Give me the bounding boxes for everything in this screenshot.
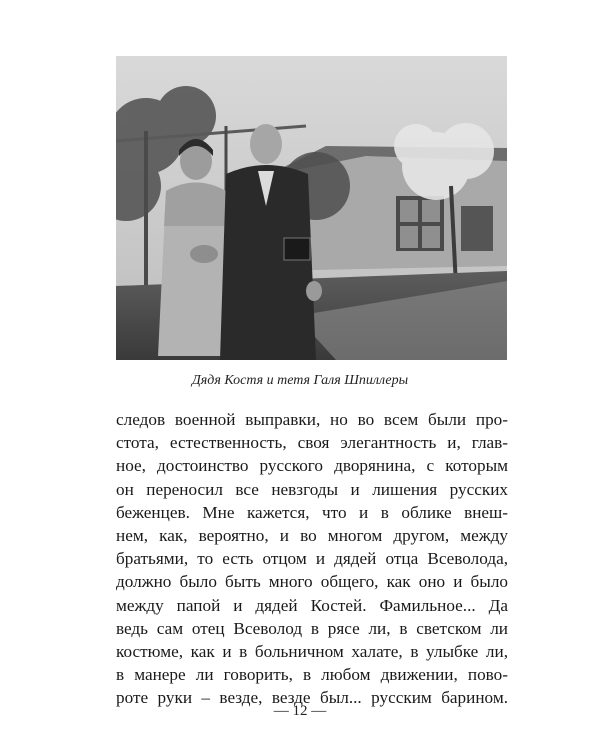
text-line: следов военной выправки, но во всем были про- (116, 410, 508, 429)
page-number: — 12 — (273, 703, 327, 719)
text-line: ведь сам отец Всеволод в рясе ли, в светском ли (116, 618, 508, 638)
text-line: в манере ли говорить, в любом движении, пово- (116, 665, 508, 685)
archival-photograph (116, 56, 507, 360)
text-line: стота, естественность, своя элегантность и, глав- (116, 433, 508, 453)
text-line: костюме, как и в больничном халате, в улыбке ли, (116, 641, 508, 661)
text-line: между папой и дядей Костей. Фамильное... Да (116, 595, 508, 615)
text-line: нем, как, вероятно, и во многом другом, между (116, 525, 508, 545)
photo-illustration (116, 56, 507, 360)
body-text (116, 408, 508, 709)
text-line: роте руки – везде, везде был... русским барином. (116, 688, 508, 708)
text-line: ное, достоинство русского дворянина, с которым (116, 456, 508, 476)
text-line: он переносил все невзгоды и лишения русских (116, 479, 508, 499)
text-line: братьями, то есть отцом и дядей отца Всеволода, (116, 549, 508, 569)
photo-caption: Дядя Костя и тетя Галя Шпиллеры (191, 373, 409, 388)
text-line: беженцев. Мне кажется, что и в облике внеш- (116, 502, 508, 522)
text-line: должно было быть много общего, как оно и было (116, 572, 508, 592)
